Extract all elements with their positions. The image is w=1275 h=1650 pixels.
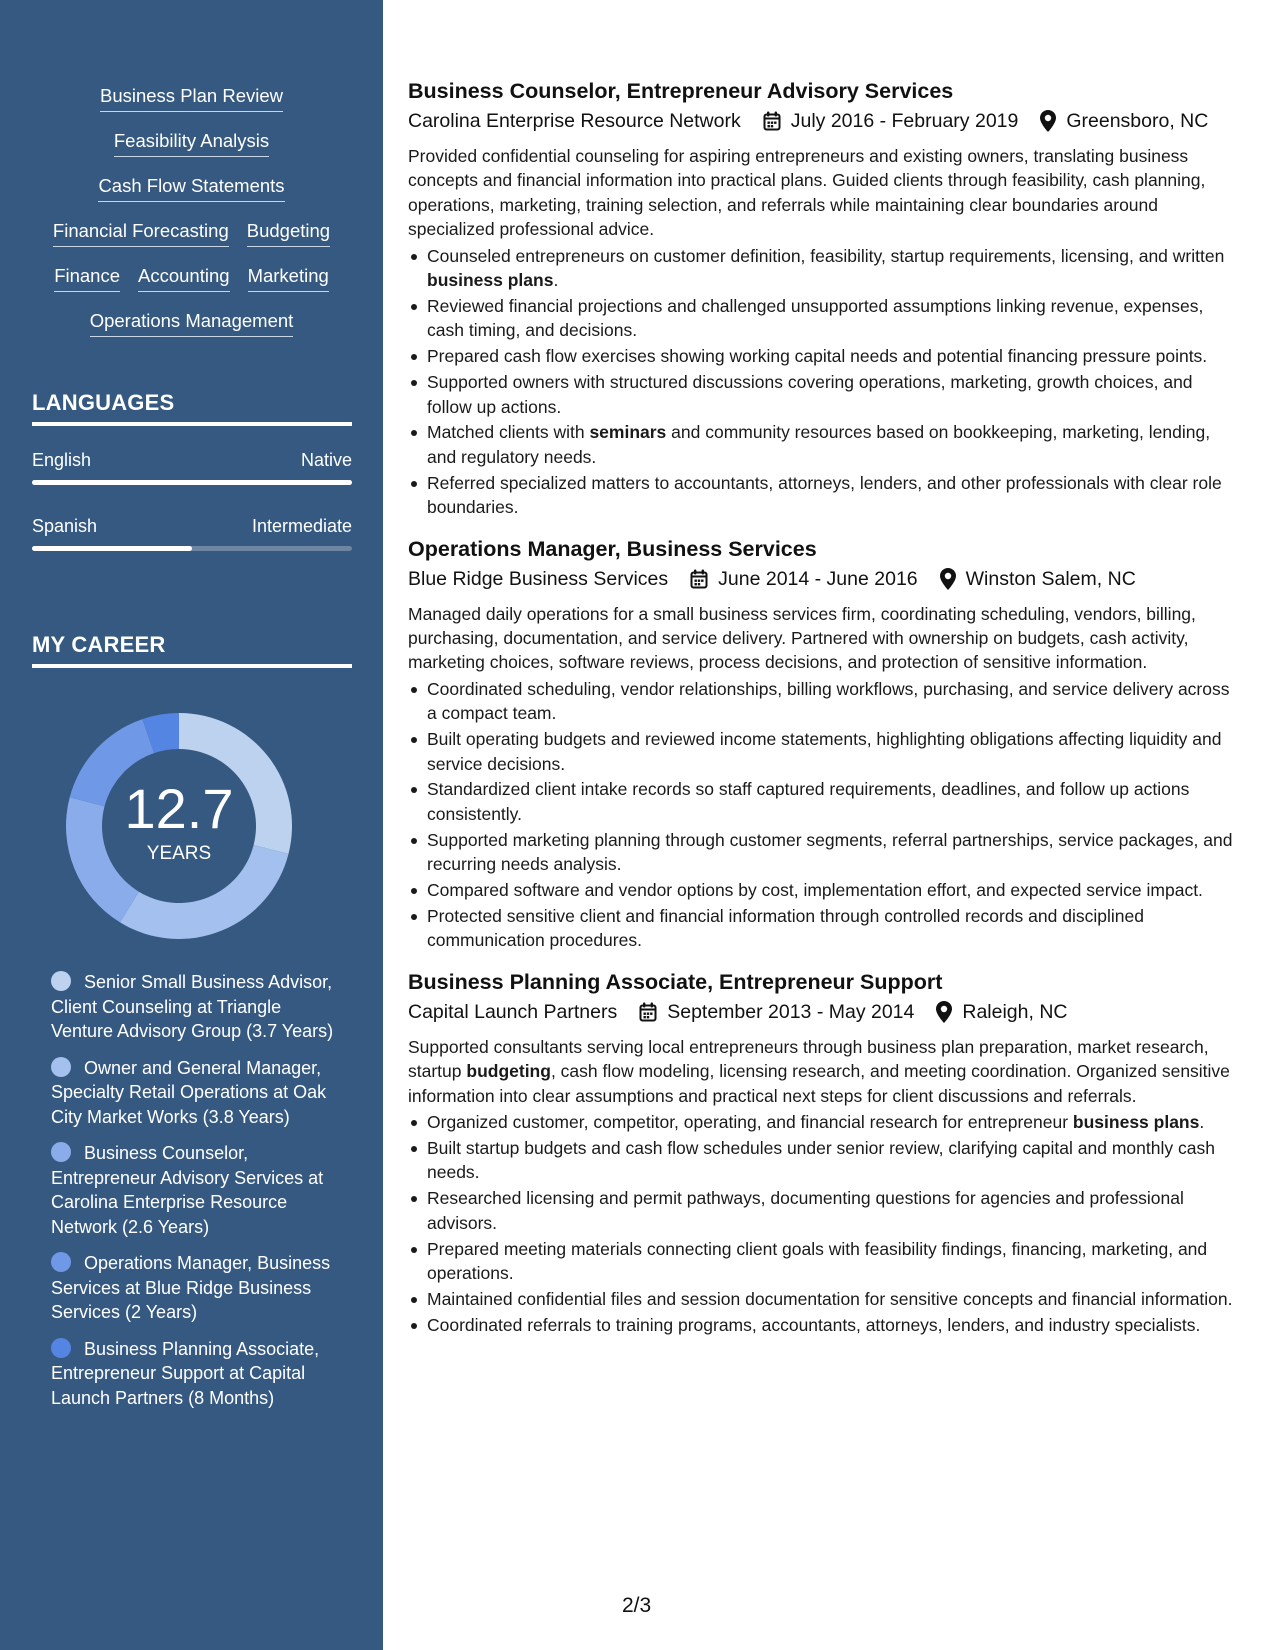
job-bullet <box>408 344 1240 368</box>
text-run: Reviewed financial projections and challenged unsupported assumptions linking revenue, expenses, cash timing, and decisions. <box>427 295 1204 341</box>
text-run: Built startup budgets and cash flow schedules under senior review, clarifying capital and monthly cash needs. <box>427 1137 1215 1183</box>
job-summary <box>408 1035 1240 1108</box>
bold-keyword: budgeting <box>466 1061 551 1082</box>
job-location: Winston Salem, NC <box>965 567 1136 590</box>
text-run: . <box>1199 1112 1205 1132</box>
skill-row <box>0 129 383 174</box>
text-run: Supported marketing planning through customer segments, referral partnerships, service packages, and recurring needs analysis. <box>427 829 1233 875</box>
language-item <box>32 514 352 551</box>
job-bullet <box>408 828 1240 877</box>
job-bullets <box>408 244 1240 520</box>
text-run: . <box>553 270 559 291</box>
career-item-text: Senior Small Business Advisor, Client Counseling at Triangle Venture Advisory Group (3.7 Years) <box>51 972 334 1041</box>
language-proficiency-fill <box>32 480 352 485</box>
calendar-icon <box>639 1002 657 1022</box>
text-run: Compared software and vendor options by cost, implementation effort, and expected service impact. <box>427 880 1203 901</box>
language-level: Native <box>300 450 352 470</box>
job-company: Capital Launch Partners <box>408 1000 618 1023</box>
skills-list <box>0 84 383 354</box>
career-color-dot <box>51 1252 71 1272</box>
job-entry <box>408 76 1240 520</box>
language-level: Intermediate <box>251 516 352 536</box>
job-title: Operations Manager, Business Services <box>408 536 817 561</box>
language-proficiency-fill <box>32 546 192 551</box>
job-bullet <box>408 878 1240 902</box>
job-company: Carolina Enterprise Resource Network <box>408 110 741 132</box>
job-dates: September 2013 - May 2014 <box>667 1000 915 1023</box>
text-run: Matched clients with <box>427 422 590 443</box>
job-bullet <box>408 1313 1240 1337</box>
career-item <box>51 1141 341 1239</box>
job-bullet <box>408 904 1240 953</box>
career-donut-chart <box>63 710 295 942</box>
text-run: Built operating budgets and reviewed income statements, highlighting obligations affecting liquidity and service decisions. <box>427 729 1222 774</box>
career-heading: MY CAREER <box>32 632 352 668</box>
text-run: Researched licensing and permit pathways, documenting questions for agencies and professional advisors. <box>427 1188 1184 1233</box>
language-row <box>32 514 352 538</box>
languages-heading: LANGUAGES <box>32 390 352 426</box>
job-meta <box>408 106 1240 136</box>
text-run: Supported consultants serving local entrepreneurs through business plan preparation, market research, startup <box>408 1036 1209 1082</box>
job-bullet <box>408 1136 1240 1185</box>
job-location: Greensboro, NC <box>1066 110 1209 132</box>
job-bullet <box>408 1186 1240 1235</box>
career-color-dot <box>51 1142 71 1162</box>
text-run: Prepared cash flow exercises showing working capital needs and potential financing pressure points. <box>427 346 1208 367</box>
location-pin-icon <box>1040 110 1056 132</box>
job-bullet <box>408 294 1240 343</box>
job-bullet <box>408 727 1240 776</box>
skill-row <box>0 174 383 219</box>
job-company: Blue Ridge Business Services <box>408 567 669 590</box>
bold-keyword: seminars <box>589 422 667 443</box>
career-item-text: Business Counselor, Entrepreneur Advisory Services at Carolina Enterprise Resource Network (2.6 Years) <box>51 1143 324 1237</box>
text-run: Provided confidential counseling for aspiring entrepreneurs and existing owners, translating business concepts and financial information into practical plans. Guided clients through feasibility, cash planning, operations, marketing, training selection, and referrals while maintaining clear boundaries around specialized professional advice. <box>408 146 1206 240</box>
text-run: Counseled entrepreneurs on customer definition, feasibility, startup requirements, licensing, and written <box>427 245 1225 266</box>
text-run: and community resources based on bookkeeping, marketing, lending, and regulatory needs. <box>427 422 1211 467</box>
career-list <box>51 970 341 1422</box>
skill-tag: Accounting <box>138 264 230 292</box>
career-item-text: Operations Manager, Business Services at Blue Ridge Business Services (2 Years) <box>51 1253 331 1322</box>
text-run: Referred specialized matters to accountants, attorneys, lenders, and other professionals with clear role boundaries. <box>427 472 1222 518</box>
job-location: Raleigh, NC <box>962 1000 1068 1023</box>
job-title: Business Planning Associate, Entrepreneur Support <box>408 969 943 994</box>
bold-keyword: business plans <box>427 270 554 291</box>
calendar-icon <box>763 111 781 131</box>
text-run: Standardized client intake records so staff captured requirements, deadlines, and follow up actions consistently. <box>427 779 1190 824</box>
job-dates: June 2014 - June 2016 <box>718 567 918 590</box>
job-bullet <box>408 1237 1240 1286</box>
career-item <box>51 970 341 1044</box>
career-color-dot <box>51 1057 71 1077</box>
skill-tag: Marketing <box>248 264 329 292</box>
language-name: English <box>32 450 92 470</box>
career-item-text: Owner and General Manager, Specialty Retail Operations at Oak City Market Works (3.8 Years) <box>51 1057 327 1127</box>
career-color-dot <box>51 1338 71 1358</box>
language-item <box>32 448 352 485</box>
job-bullets <box>408 677 1240 953</box>
job-bullets <box>408 1110 1240 1337</box>
skill-tag: Business Plan Review <box>100 84 283 112</box>
language-name: Spanish <box>32 516 98 536</box>
language-proficiency-bar <box>32 546 352 551</box>
job-title: Business Counselor, Entrepreneur Advisory Services <box>408 79 954 103</box>
bold-keyword: business plans <box>1072 1112 1200 1132</box>
career-unit: YEARS <box>146 843 212 864</box>
skill-tag: Operations Management <box>90 309 294 337</box>
job-bullet <box>408 420 1240 469</box>
skill-tag: Financial Forecasting <box>53 219 229 247</box>
job-bullet <box>408 244 1240 293</box>
job-entry <box>408 967 1240 1337</box>
job-meta <box>408 564 1240 594</box>
location-pin-icon <box>940 568 956 590</box>
skill-row <box>0 219 383 264</box>
text-run: Coordinated scheduling, vendor relationships, billing workflows, purchasing, and service delivery across a compact team. <box>427 678 1230 724</box>
language-row <box>32 448 352 472</box>
job-meta <box>408 997 1240 1027</box>
career-total: 12.7 <box>124 777 234 840</box>
job-entry <box>408 534 1240 953</box>
text-run: Maintained confidential files and session documentation for sensitive concepts and financial information. <box>427 1288 1233 1309</box>
text-run: Organized customer, competitor, operating, and financial research for entrepreneur <box>427 1112 1073 1132</box>
text-run: Supported owners with structured discussions covering operations, marketing, growth choices, and follow up actions. <box>427 372 1193 417</box>
career-item <box>51 1337 341 1411</box>
text-run: Managed daily operations for a small business services firm, coordinating scheduling, vendors, billing, purchasing, documentation, and service delivery. Partnered with ownership on budgets, cash activity, marketing choices, software reviews, process decisions, and protection of sensitive information. <box>408 603 1196 673</box>
skill-row <box>0 264 383 309</box>
career-item <box>51 1056 341 1130</box>
job-bullet <box>408 1287 1240 1311</box>
job-bullet <box>408 777 1240 826</box>
job-bullet <box>408 677 1240 726</box>
skill-tag: Cash Flow Statements <box>98 174 284 202</box>
text-run: Prepared meeting materials connecting client goals with feasibility findings, financing, marketing, and operations. <box>427 1238 1208 1283</box>
sidebar <box>0 0 383 1650</box>
job-summary <box>408 144 1240 242</box>
calendar-icon <box>690 569 708 589</box>
skill-row <box>0 309 383 354</box>
location-pin-icon <box>936 1001 952 1023</box>
job-bullet <box>408 471 1240 520</box>
career-item <box>51 1251 341 1325</box>
job-summary <box>408 602 1240 675</box>
text-run: Protected sensitive client and financial information through controlled records and disciplined communication procedures. <box>427 905 1144 951</box>
career-color-dot <box>51 971 71 991</box>
career-item-text: Business Planning Associate, Entrepreneur Support at Capital Launch Partners (8 Months) <box>51 1338 320 1408</box>
skill-tag: Feasibility Analysis <box>114 129 269 157</box>
page-number: 2/3 <box>622 1594 652 1617</box>
skill-tag: Finance <box>54 264 120 292</box>
job-bullet <box>408 370 1240 419</box>
text-run: Coordinated referrals to training programs, accountants, attorneys, lenders, and industry specialists. <box>427 1314 1201 1335</box>
job-bullet <box>408 1110 1240 1134</box>
skill-tag: Budgeting <box>247 219 330 247</box>
language-proficiency-bar <box>32 480 352 485</box>
job-dates: July 2016 - February 2019 <box>790 110 1019 132</box>
text-run: , cash flow modeling, licensing research, and meeting coordination. Organized sensitive information into clear assumptions and practical next steps for client discussions and referrals. <box>408 1061 1230 1106</box>
experience-section <box>408 76 1240 1351</box>
skill-row <box>0 84 383 129</box>
